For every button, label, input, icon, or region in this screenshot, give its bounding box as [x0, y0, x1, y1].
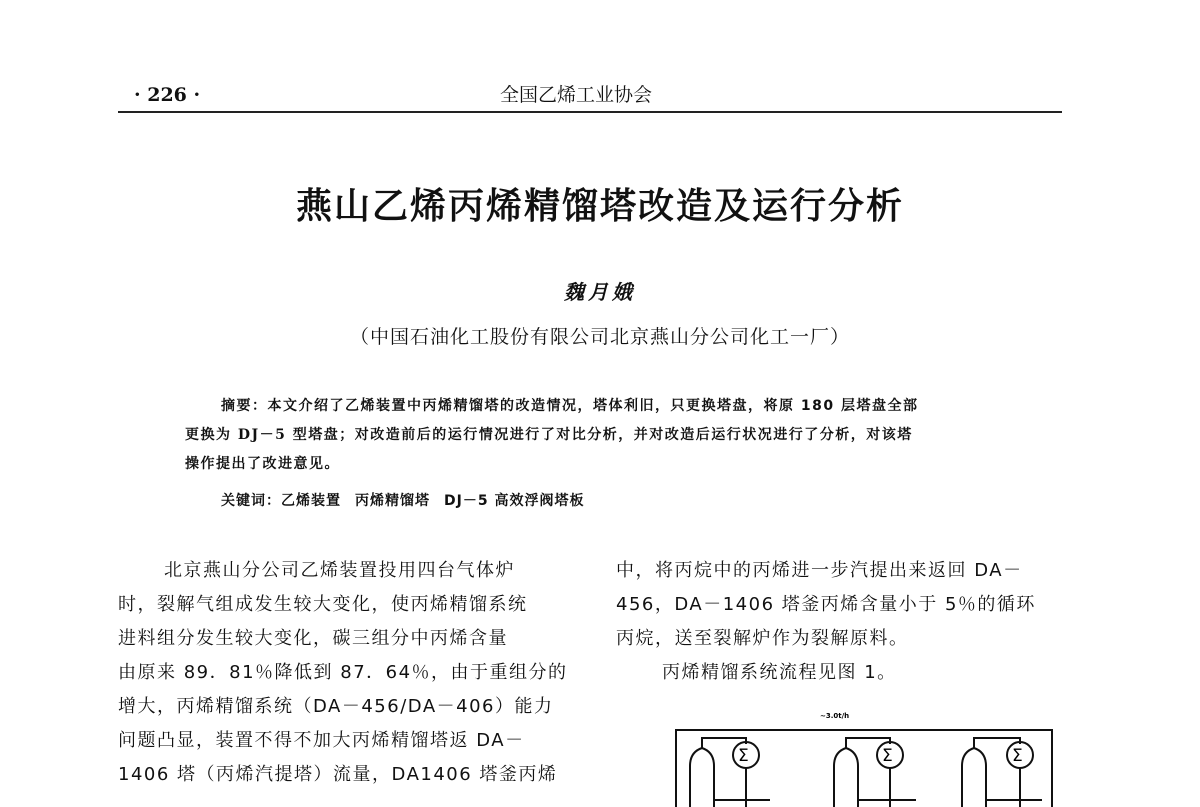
body-line: 456，DA－1406 塔釜丙烯含量小于 5％的循环	[616, 594, 1036, 615]
body-line: 时，裂解气组成发生较大变化，使丙烯精馏系统	[118, 594, 528, 615]
journal-name: 全国乙烯工业协会	[500, 84, 653, 106]
sigma-icon: Σ	[738, 746, 749, 766]
body-column-left	[118, 554, 588, 792]
abstract-line: 更换为 DJ－5 型塔盘；对改造前后的运行情况进行了对比分析，并对改造后运行状况进行了分析，对该塔	[185, 427, 913, 443]
sigma-icon: Σ	[882, 746, 893, 766]
body-line: 丙烷，送至裂解炉作为裂解原料。	[616, 628, 909, 649]
body-line: 增大，丙烯精馏系统（DA－456/DA－406）能力	[118, 696, 554, 717]
running-header	[118, 78, 1062, 114]
body-column-right	[616, 554, 1066, 690]
body-line: 进料组分发生较大变化，碳三组分中丙烯含量	[118, 628, 508, 649]
page-number: · 226 ·	[134, 84, 201, 106]
body-line: 1406 塔（丙烯汽提塔）流量，DA1406 塔釜丙烯	[118, 764, 558, 785]
keywords-label: 关键词：	[221, 493, 281, 509]
keyword: 丙烯精馏塔	[355, 493, 430, 509]
keyword: DJ－5 高效浮阀塔板	[444, 493, 585, 509]
body-line: 由原来 89．81％降低到 87．64％，由于重组分的	[118, 662, 568, 683]
author-name: 魏月娥	[564, 280, 636, 304]
body-line: 北京燕山分公司乙烯装置投用四台气体炉	[164, 560, 515, 581]
sigma-icon: Σ	[1012, 746, 1023, 766]
abstract	[185, 392, 1015, 479]
paper-title: 燕山乙烯丙烯精馏塔改造及运行分析	[295, 186, 904, 227]
figure-reference: 丙烯精馏系统流程见图 1。	[662, 662, 897, 683]
body-line: 中，将丙烷中的丙烯进一步汽提出来返回 DA－	[616, 560, 1023, 581]
header-rule	[118, 111, 1062, 113]
keyword: 乙烯装置	[281, 493, 341, 509]
keywords	[221, 490, 584, 510]
author-affiliation: （中国石油化工股份有限公司北京燕山分公司化工一厂）	[349, 326, 850, 348]
flow-diagram	[670, 708, 1062, 807]
body-line: 问题凸显，装置不得不加大丙烯精馏塔返 DA－	[118, 730, 525, 751]
abstract-line: 摘要：本文介绍了乙烯装置中丙烯精馏塔的改造情况，塔体利旧，只更换塔盘，将原 180 层塔盘全部	[221, 398, 919, 414]
column-vessel	[834, 748, 858, 807]
flow-frame	[676, 730, 1052, 807]
flow-top-label: ~3.0t/h	[820, 712, 850, 720]
column-vessel	[962, 748, 986, 807]
column-vessel	[690, 748, 714, 807]
process-flow-figure	[670, 708, 1062, 807]
abstract-line: 操作提出了改进意见。	[185, 456, 340, 472]
